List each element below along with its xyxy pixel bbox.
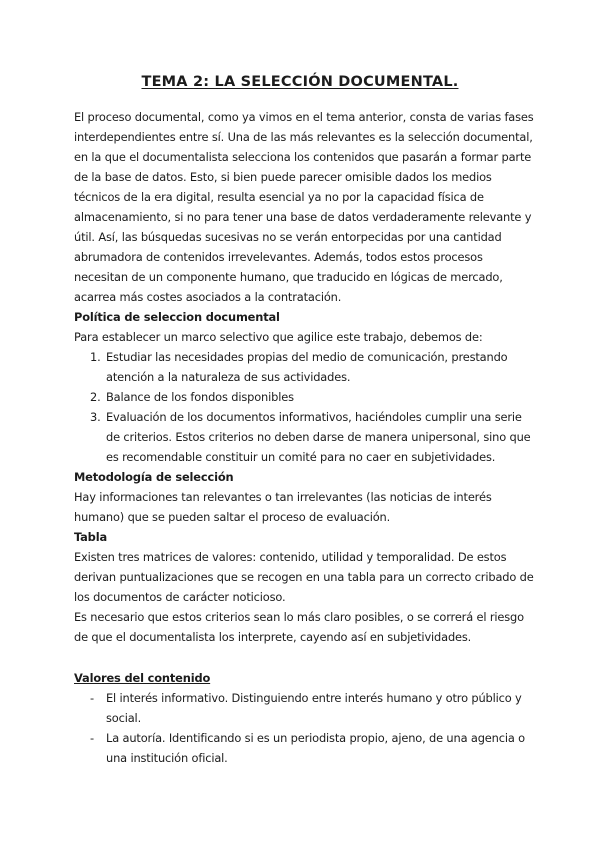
page-title: TEMA 2: LA SELECCIÓN DOCUMENTAL. bbox=[141, 74, 459, 90]
list-marker: 3. bbox=[90, 410, 101, 424]
politica-list bbox=[74, 347, 534, 467]
list-item-text: Estudiar las necesidades propias del medio de comunicación, prestando atención a la naturaleza de sus actividades. bbox=[106, 350, 508, 384]
list-item-text: La autoría. Identificando si es un periodista propio, ajeno, de una agencia o una institución oficial. bbox=[106, 731, 525, 765]
list-item bbox=[74, 728, 534, 768]
list-item bbox=[74, 688, 534, 728]
list-item bbox=[74, 407, 534, 467]
section-heading-politica: Política de seleccion documental bbox=[74, 310, 280, 324]
section-heading-tabla: Tabla bbox=[74, 530, 107, 544]
spacer bbox=[74, 647, 534, 668]
section-metodologia-text: Hay informaciones tan relevantes o tan irrelevantes (las noticias de interés humano) que se pueden saltar el proceso de evaluación. bbox=[74, 490, 492, 524]
section-tabla-text-2: Es necesario que estos criterios sean lo más claro posibles, o se correrá el riesgo de que el documentalista los interprete, cayendo así en subjetividades. bbox=[74, 610, 524, 644]
list-item-text: Balance de los fondos disponibles bbox=[106, 390, 294, 404]
section-heading-valores: Valores del contenido bbox=[74, 671, 211, 685]
list-item-text: El interés informativo. Distinguiendo entre interés humano y otro público y social. bbox=[106, 691, 522, 725]
section-tabla-text-1: Existen tres matrices de valores: contenido, utilidad y temporalidad. De estos derivan puntualizaciones que se recogen en una tabla para un correcto cribado de los documentos de carácter noticioso. bbox=[74, 550, 534, 604]
section-politica-lead: Para establecer un marco selectivo que agilice este trabajo, debemos de: bbox=[74, 330, 483, 344]
list-marker: 2. bbox=[90, 390, 101, 404]
document-body bbox=[74, 107, 534, 768]
list-item bbox=[74, 387, 534, 407]
list-marker: - bbox=[90, 731, 94, 745]
list-item bbox=[74, 347, 534, 387]
valores-list bbox=[74, 688, 534, 768]
list-item-text: Evaluación de los documentos informativos, haciéndoles cumplir una serie de criterios. Estos criterios no deben darse de manera unipersonal, sino que es recomendable constituir un comité para no caer en subjetividades. bbox=[106, 410, 531, 464]
list-marker: - bbox=[90, 691, 94, 705]
list-marker: 1. bbox=[90, 350, 101, 364]
section-heading-metodologia: Metodología de selección bbox=[74, 470, 234, 484]
intro-paragraph: El proceso documental, como ya vimos en el tema anterior, consta de varias fases interdependientes entre sí. Una de las más relevantes es la selección documental, en la que el documentalista selecciona los contenidos que pasarán a formar parte de la base de datos. Esto, si bien puede parecer omisible dados los medios técnicos de la era digital, resulta esencial ya no por la capacidad física de almacenamiento, si no para tener una base de datos verdaderamente relevante y útil. Así, las búsquedas sucesivas no se verán entorpecidas por una cantidad abrumadora de contenidos irrevelevantes. Además, todos estos procesos necesitan de un componente humano, que traducido en lógicas de mercado, acarrea más costes asociados a la contratación. bbox=[74, 110, 534, 304]
